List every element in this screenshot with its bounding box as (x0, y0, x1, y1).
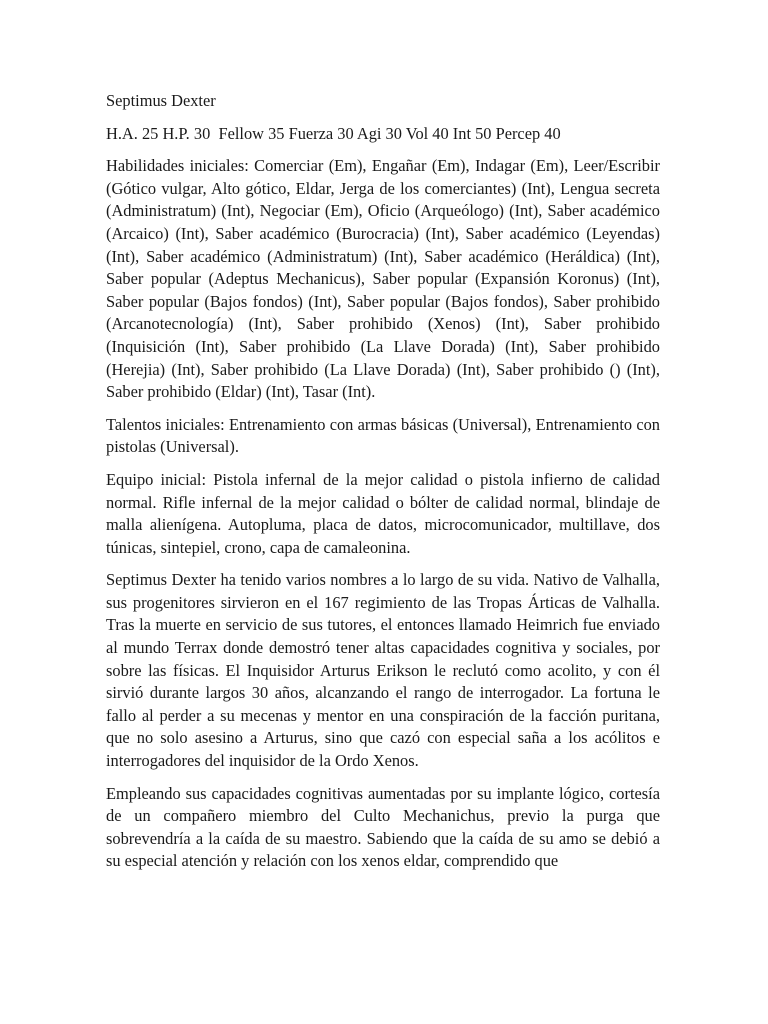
background-paragraph-2: Empleando sus capacidades cognitivas aumentadas por su implante lógico, cortesía de un compañero miembro del Culto Mechanichus, previo la purga que sobrevendría a la caída de su maestro. Sabiendo que la caída de su amo se debió a su especial atención y relación con los xenos eldar, comprendido que (106, 783, 660, 871)
equipment-paragraph: Equipo inicial: Pistola infernal de la mejor calidad o pistola infierno de calidad normal. Rifle infernal de la mejor calidad o bólter de calidad normal, blindaje de malla alienígena. Autopluma, placa de datos, microcomunicador, multillave, dos túnicas, sintepiel, crono, capa de camaleonina. (106, 469, 660, 557)
skills-paragraph: Habilidades iniciales: Comerciar (Em), Engañar (Em), Indagar (Em), Leer/Escribir (Gótico vulgar, Alto gótico, Eldar, Jerga de los comerciantes) (Int), Lengua secreta (Administratum) (Int), Negociar (Em), Oficio (Arqueólogo) (Int), Saber académico (Arcaico) (Int), Saber académico (Burocracia) (Int), Saber académico (Leyendas) (Int), Saber académico (Administratum) (Int), Saber académico (Heráldica) (Int), Saber popular (Adeptus Mechanicus), Saber popular (Expansión Koronus) (Int), Saber popular (Bajos fondos) (Int), Saber popular (Bajos fondos), Saber prohibido (Arcanotecnología) (Int), Saber prohibido (Xenos) (Int), Saber prohibido (Inquisición (Int), Saber prohibido (La Llave Dorada) (Int), Saber prohibido (Herejia) (Int), Saber prohibido (La Llave Dorada) (Int), Saber prohibido () (Int), Saber prohibido (Eldar) (Int), Tasar (Int). (106, 156, 660, 402)
character-name: Septimus Dexter (106, 91, 216, 110)
character-stats: H.A. 25 H.P. 30 Fellow 35 Fuerza 30 Agi 30 Vol 40 Int 50 Percep 40 (106, 123, 561, 143)
background-paragraph-1: Septimus Dexter ha tenido varios nombres a lo largo de su vida. Nativo de Valhalla, sus progenitores sirvieron en el 167 regimiento de las Tropas Árticas de Valhalla. Tras la muerte en servicio de sus tutores, el entonces llamado Heimrich fue enviado al mundo Terrax donde demostró tener altas capacidades cognitiva y sociales, por sobre las físicas. El Inquisidor Arturus Erikson le reclutó como acolito, y con él sirvió durante largos 30 años, alcanzando el rango de interrogador. La fortuna le fallo al perder a su mecenas y mentor en una conspiración de la facción puritana, que no solo asesino a Arturus, sino que cazó con especial saña a los acólitos e interrogadores del inquisidor de la Ordo Xenos. (106, 570, 660, 771)
talents-paragraph: Talentos iniciales: Entrenamiento con armas básicas (Universal), Entrenamiento con pistolas (Universal). (106, 414, 660, 457)
document-page (106, 90, 660, 883)
